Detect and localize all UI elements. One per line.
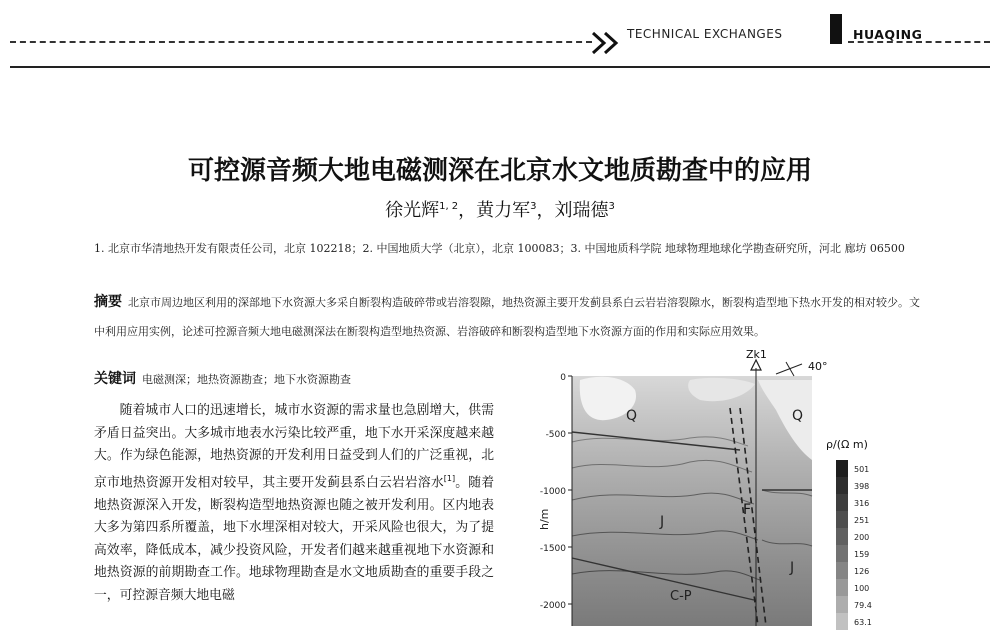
legend-swatch [836,511,848,528]
author-affil-mark: 3 [608,201,615,212]
paper-title: 可控源音频大地电磁测深在北京水文地质勘查中的应用 [187,156,812,186]
resistivity-section-figure [540,350,900,626]
abstract [94,288,920,346]
keywords-text: 电磁测深；地热资源勘查；地下水资源勘查 [142,373,351,386]
legend-value: 501 [854,465,870,474]
affiliations: 1. 北京市华清地热开发有限责任公司，北京 102218；2. 中国地质大学（北京），北京 100083；3. 中国地质科学院 地球物理地球化学勘查研究所，河北 廊坊 06500 [94,242,905,255]
depth-tick-label: -500 [545,430,566,440]
author-separator: ， [536,200,555,221]
body-text [94,400,494,608]
legend-swatch [836,494,848,511]
legend-swatch [836,613,848,630]
dip-label: 40° [808,360,828,373]
depth-tick-label: -2000 [539,601,566,611]
body-text-part: 随着城市人口的迅速增长，城市水资源的需求量也急剧增大，供需矛盾日益突出。大多城市地表水污染比较严重，地下水开采深度越来越大。作为绿色能源，地热资源的开发利用日益受到人们的广泛重视，北京市地热资源开发相对较早，其主要开发蓟县系白云岩岩溶水 [94,403,494,491]
header-divider-bar [830,14,842,44]
legend-value: 63.1 [854,618,872,627]
header-rule [10,66,990,68]
author-separator: ， [458,200,477,221]
dip-strike-icon [776,364,802,374]
header-dashed-line-left [10,41,592,43]
body-text-part: 。随着地热资源深入开发，断裂构造型地热资源也随之被开发利用。区内地表大多为第四系所覆盖，地下水埋深相对较大，开采风险也很大，为了提高效率，降低成本，减少投资风险，开发者们越来越重视地下水资源和地热资源的前期勘查工作。地球物理勘查是水文地质勘查的重要手段之一，可控源音频大地电磁 [94,475,495,604]
y-axis-label: h/m [538,508,551,530]
legend-swatch [836,477,848,494]
legend-value: 100 [854,584,870,593]
keywords-label: 关键词 [94,371,136,387]
zone-label-fault: F [743,502,752,518]
author-name: 徐光辉 [385,200,440,221]
legend-swatch [836,562,848,579]
depth-ticks [540,373,572,611]
citation-mark: [1] [443,473,456,483]
legend-value: 398 [854,482,870,491]
legend-value: 126 [854,567,870,576]
author-list [320,196,680,222]
depth-tick-label: 0 [560,373,566,383]
zone-label-q-right: Q [792,408,804,424]
zone-label-cp: C-P [670,589,692,604]
legend-swatch [836,528,848,545]
legend-swatch [836,596,848,613]
abstract-text: 北京市周边地区利用的深部地下水资源大多采自断裂构造破碎带或岩溶裂隙，地热资源主要开发蓟县系白云岩岩溶裂隙水，断裂构造型地下热水开发的相对较少。文中利用应用实例，论述可控源音频大地电磁测深法在断裂构造型地热资源、岩溶破碎和断裂构造型地下水资源方面的作用和实际应用效果。 [94,296,920,338]
zone-label-q-left: Q [626,408,638,424]
double-chevron-icon [590,30,624,56]
header-dashed-line-right [848,41,990,43]
keywords [94,368,351,388]
legend-swatch [836,579,848,596]
body-paragraph [94,400,494,608]
zone-label-j-left: J [660,514,665,530]
header-section-label: TECHNICAL EXCHANGES [627,27,783,41]
section-plot [540,350,900,626]
dip-tick-icon [786,362,794,376]
color-legend [836,460,872,630]
legend-value: 200 [854,533,870,542]
author-affil-mark: 1, 2 [439,201,459,212]
depth-tick-label: -1000 [539,487,566,497]
legend-value: 251 [854,516,870,525]
legend-value: 79.4 [854,601,872,610]
legend-swatch [836,460,848,477]
author-affil-mark: 3 [530,201,537,212]
abstract-label: 摘要 [94,294,122,310]
author-name: 刘瑞德 [554,200,609,221]
well-label: Zk1 [746,348,767,361]
depth-tick-label: -1500 [539,544,566,554]
legend-value: 159 [854,550,870,559]
legend-value: 316 [854,499,870,508]
header-brand: HUAQING [853,27,923,42]
legend-title: ρ/(Ω m) [826,438,868,451]
author-name: 黄力军 [476,200,531,221]
legend-swatch [836,545,848,562]
zone-label-j-right: J [790,560,795,576]
